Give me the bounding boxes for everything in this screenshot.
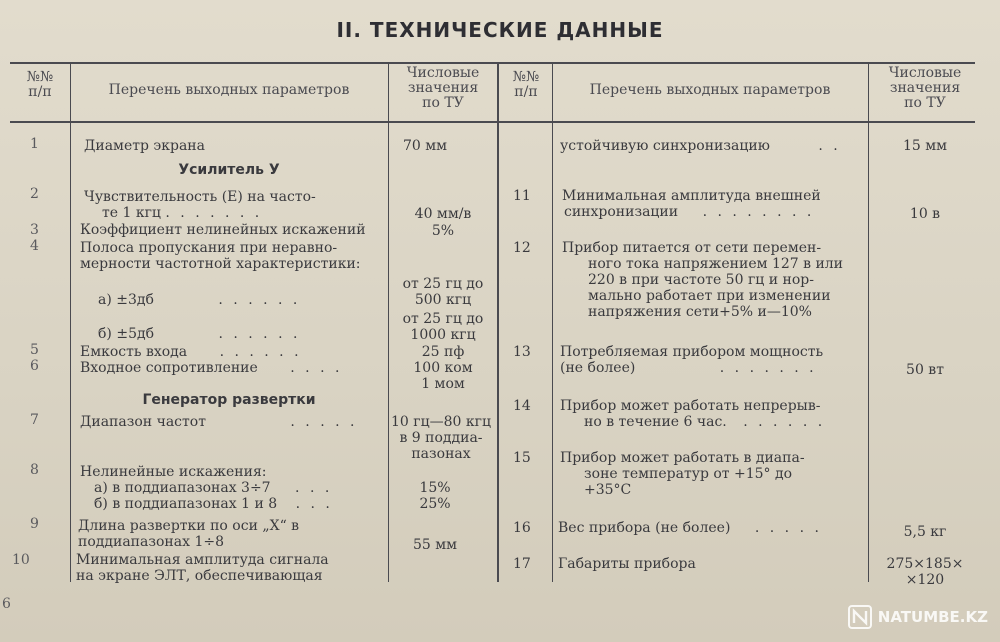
row-9-param: Длина развертки по оси „X“ в поддиапазонах 1÷8 (78, 518, 300, 550)
row-7-num: 7 (30, 412, 39, 428)
row-5-value: 25 пф (421, 344, 465, 360)
header-params-left: Перечень выходных параметров (108, 82, 350, 98)
row-15-param: Прибор может работать в диапа- зоне температур от +15° до +35°C (560, 450, 805, 498)
row-3-value: 5% (431, 223, 455, 239)
row-4-num: 4 (30, 238, 39, 254)
row-6-value: 100 ком 1 мом (413, 360, 473, 392)
divider-num-right (552, 62, 553, 582)
divider-center (497, 62, 499, 582)
watermark-text: NATUMBE.KZ (877, 608, 988, 626)
row-10-continued-param: устойчивую синхронизацию . . (560, 138, 841, 154)
header-top-rule (10, 62, 975, 64)
row-3-num: 3 (30, 222, 39, 238)
row-17-param: Габариты прибора (558, 556, 696, 572)
row-2-num: 2 (30, 186, 39, 202)
row-12-num: 12 (513, 240, 531, 256)
header-bottom-rule (10, 121, 975, 123)
page-title: II. ТЕХНИЧЕСКИЕ ДАННЫЕ (336, 18, 664, 42)
row-2-value: 40 мм/в (414, 206, 472, 222)
header-params-right: Перечень выходных параметров (589, 82, 831, 98)
row-1-num: 1 (30, 136, 39, 152)
row-9-num: 9 (30, 516, 39, 532)
row-2-param: Чувствительность (Е) на часто- те 1 кгц . . . . . . . (84, 189, 316, 221)
row-16-param: Вес прибора (не более) . . . . . (558, 520, 822, 536)
row-4-param: Полоса пропускания при неравно- мерности частотной характеристики: (80, 240, 361, 272)
row-6-num: 6 (30, 358, 39, 374)
row-1-value: 70 мм (402, 138, 448, 154)
row-4a-value: от 25 гц до 500 кгц (402, 276, 484, 308)
row-7-param: Диапазон частот . . . . . (80, 414, 358, 430)
divider-num-left (70, 62, 71, 582)
watermark-logo-icon (848, 605, 872, 629)
row-11-num: 11 (513, 188, 531, 204)
row-4a-param: а) ±3дб . . . . . . (98, 292, 301, 308)
row-6-param: Входное сопротивление . . . . (80, 360, 343, 376)
row-10-param: Минимальная амплитуда сигнала на экране ЭЛТ, обеспечивающая (76, 552, 329, 584)
row-5-num: 5 (30, 342, 39, 358)
header-values-right: Числовые значения по ТУ (888, 65, 962, 111)
row-7-value: 10 гц—80 кгц в 9 поддиа- пазонах (391, 414, 491, 462)
row-1-param: Диаметр экрана (84, 138, 205, 154)
header-num-left: №№ п/п (26, 69, 54, 100)
row-17-num: 17 (513, 556, 531, 572)
row-9-value: 55 мм (412, 537, 458, 553)
group-amplifier: Усилитель У (178, 162, 280, 178)
row-8-num: 8 (30, 462, 39, 478)
row-13-num: 13 (513, 344, 531, 360)
divider-values-left (388, 62, 389, 582)
row-13-value: 50 вт (906, 362, 944, 378)
watermark (848, 604, 988, 630)
row-10-num: 10 (12, 552, 30, 568)
row-14-param: Прибор может работать непрерыв- но в течение 6 час. . . . . . . (560, 398, 826, 430)
header-num-right: №№ п/п (512, 69, 540, 100)
row-12-param: Прибор питается от сети перемен- ного тока напряжением 127 в или 220 в при частоте 50 гц и нор- мально работает при изменении напряжения сети+5% и—10% (562, 240, 844, 320)
row-17-value: 275×185× ×120 (886, 556, 964, 588)
divider-values-right (868, 62, 869, 582)
row-11-param: Минимальная амплитуда внешней синхронизации . . . . . . . . (562, 188, 821, 220)
page-number: 6 (2, 596, 11, 612)
row-5-param: Емкость входа . . . . . . (80, 344, 302, 360)
row-14-num: 14 (513, 398, 531, 414)
row-4b-param: б) ±5дб . . . . . . (98, 326, 301, 342)
row-8-value: 15% 25% (419, 480, 451, 512)
header-values-left: Числовые значения по ТУ (406, 65, 480, 111)
row-16-num: 16 (513, 520, 531, 536)
row-16-value: 5,5 кг (903, 524, 947, 540)
group-sweep-generator: Генератор развертки (142, 392, 316, 408)
row-3-param: Коэффициент нелинейных искажений (80, 222, 366, 238)
row-10-value: 15 мм (902, 138, 948, 154)
row-15-num: 15 (513, 450, 531, 466)
row-4b-value: от 25 гц до 1000 кгц (402, 311, 484, 343)
row-11-value: 10 в (909, 206, 941, 222)
row-8-param: Нелинейные искажения: а) в поддиапазонах 3÷7 . . . б) в поддиапазонах 1 и 8 . . . (80, 464, 333, 512)
row-13-param: Потребляемая прибором мощность (не более) . . . . . . . (560, 344, 824, 376)
